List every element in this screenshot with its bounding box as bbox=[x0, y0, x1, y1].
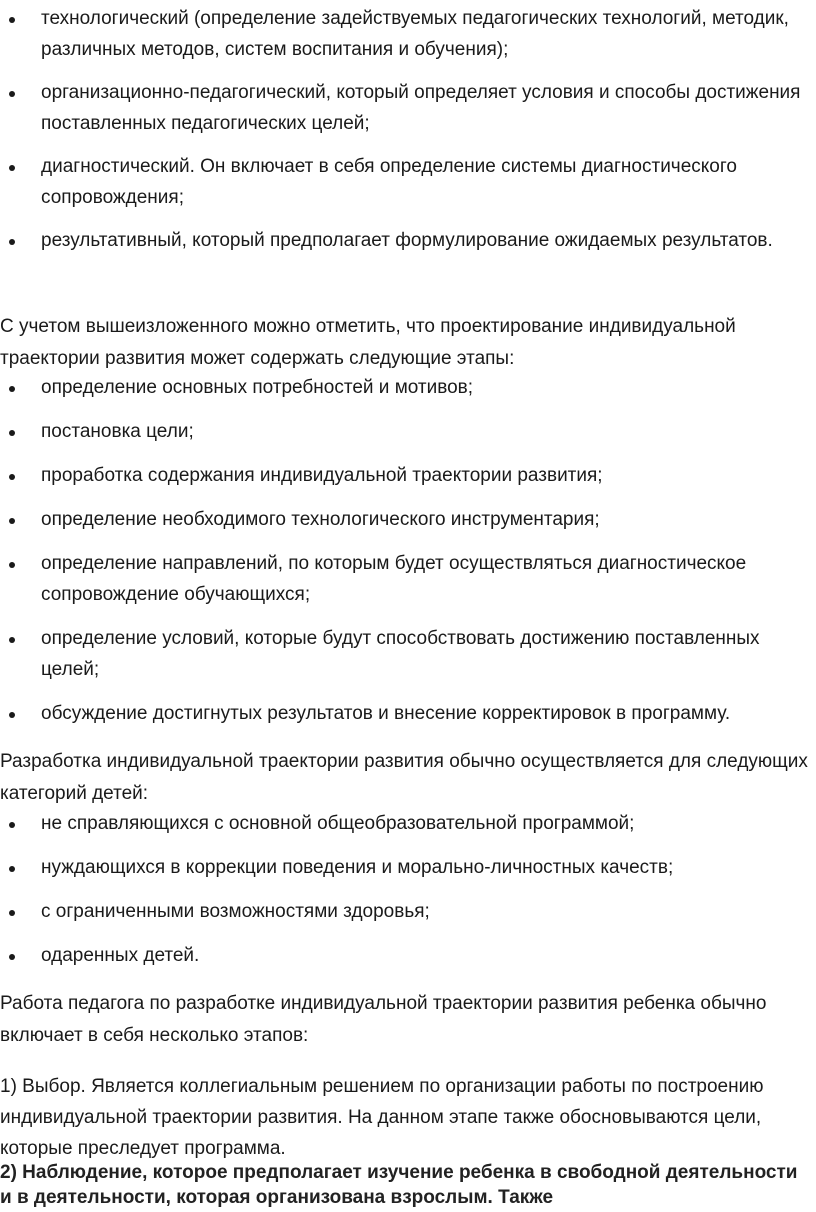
list-item bbox=[0, 460, 812, 491]
list-item bbox=[0, 3, 812, 65]
bullet-icon bbox=[9, 474, 15, 480]
bullet-icon bbox=[9, 239, 15, 245]
paragraph-stage-1-choice: 1) Выбор. Является коллегиальным решением по организации работы по построению индивидуальной траектории развития. На данном этапе также обосновываются цели, которые преследует программа. bbox=[0, 1076, 764, 1159]
list-item-text: нуждающихся в коррекции поведения и морально-личностных качеств; bbox=[41, 857, 674, 878]
bullet-icon bbox=[9, 562, 15, 568]
list-item-text: постановка цели; bbox=[41, 421, 194, 442]
bullet-icon bbox=[9, 165, 15, 171]
list-item-text: результативный, который предполагает формулирование ожидаемых результатов. bbox=[41, 230, 773, 251]
child-categories-list bbox=[0, 808, 812, 984]
list-item bbox=[0, 225, 812, 256]
bullet-icon bbox=[9, 518, 15, 524]
pedagogical-components-list bbox=[0, 3, 812, 268]
list-item-text: определение основных потребностей и мотивов; bbox=[41, 377, 474, 398]
list-item-text: определение условий, которые будут способствовать достижению поставленных целей; bbox=[41, 628, 760, 680]
list-item-text: определение необходимого технологического инструментария; bbox=[41, 509, 600, 530]
list-item bbox=[0, 151, 812, 213]
list-item-text: проработка содержания индивидуальной траектории развития; bbox=[41, 465, 603, 486]
bullet-icon bbox=[9, 386, 15, 392]
list-item-text: диагностический. Он включает в себя определение системы диагностического сопровождения; bbox=[41, 156, 737, 208]
list-item bbox=[0, 77, 812, 139]
list-item-text: обсуждение достигнутых результатов и внесение корректировок в программу. bbox=[41, 703, 731, 724]
bullet-icon bbox=[9, 91, 15, 97]
list-item-text: организационно-педагогический, который определяет условия и способы достижения поставленных педагогических целей; bbox=[41, 82, 801, 134]
list-item bbox=[0, 504, 812, 535]
bullet-icon bbox=[9, 712, 15, 718]
bullet-icon bbox=[9, 822, 15, 828]
list-item bbox=[0, 548, 812, 610]
bullet-icon bbox=[9, 866, 15, 872]
paragraph-stage-2-observation: 2) Наблюдение, которое предполагает изучение ребенка в свободной деятельности и в деятельности, которая организована взрослым. Также bbox=[0, 1162, 798, 1208]
bullet-icon bbox=[9, 637, 15, 643]
paragraph-design-stages-intro: С учетом вышеизложенного можно отметить, что проектирование индивидуальной траектории развития может содержать следующие этапы: bbox=[0, 316, 736, 369]
list-item bbox=[0, 623, 812, 685]
list-item bbox=[0, 896, 812, 927]
list-item bbox=[0, 372, 812, 403]
paragraph-categories-intro: Разработка индивидуальной траектории развития обычно осуществляется для следующих категорий детей: bbox=[0, 751, 808, 804]
list-item-text: определение направлений, по которым будет осуществляться диагностическое сопровождение обучающихся; bbox=[41, 553, 747, 605]
list-item-text: с ограниченными возможностями здоровья; bbox=[41, 901, 430, 922]
list-item bbox=[0, 808, 812, 839]
list-item bbox=[0, 416, 812, 447]
list-item bbox=[0, 940, 812, 971]
bullet-icon bbox=[9, 430, 15, 436]
list-item bbox=[0, 698, 812, 729]
list-item-text: технологический (определение задействуемых педагогических технологий, методик, различных методов, систем воспитания и обучения); bbox=[41, 8, 789, 60]
list-item bbox=[0, 852, 812, 883]
list-item-text: не справляющихся с основной общеобразовательной программой; bbox=[41, 813, 635, 834]
paragraph-teacher-work-stages: Работа педагога по разработке индивидуальной траектории развития ребенка обычно включает в себя несколько этапов: bbox=[0, 993, 767, 1046]
bullet-icon bbox=[9, 954, 15, 960]
design-stages-list bbox=[0, 372, 812, 742]
list-item-text: одаренных детей. bbox=[41, 945, 200, 966]
bullet-icon bbox=[9, 910, 15, 916]
bullet-icon bbox=[9, 17, 15, 23]
